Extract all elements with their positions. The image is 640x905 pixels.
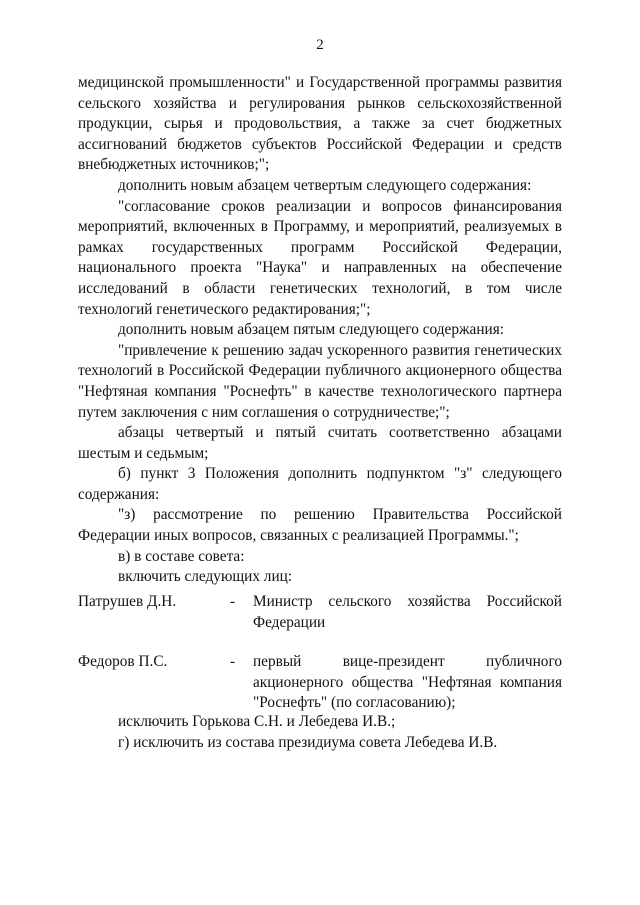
person-role: Министр сельского хозяйства Российской Федерации bbox=[253, 593, 562, 631]
paragraph-quote-rosneft: "привлечение к решению задач ускоренного развития генетических технологий в Российской Федерации публичного акционерного общества "Нефтяная компания "Роснефть" в качестве технологического партнера путем заключения с ним соглашения о сотрудничестве;"; bbox=[78, 341, 562, 421]
person-entry bbox=[78, 592, 562, 633]
paragraph-item-v: в) в составе совета: bbox=[118, 547, 245, 565]
paragraph-quote-coordination: "согласование сроков реализации и вопросов финансирования мероприятий, включенных в Программу, и мероприятий, реализуемых в рамках государственных программ Российской Федерации, национального проекта "Наука" и направленных на обеспечение исследований в области генетических технологий, в том числе технологий генетического редактирования;"; bbox=[78, 197, 562, 318]
person-dash: - bbox=[230, 653, 236, 671]
person-role: первый вице-президент публичного акционерного общества "Нефтяная компания "Роснефть" (по согласованию); bbox=[253, 653, 562, 712]
page-number: 2 bbox=[316, 37, 324, 53]
closing-block bbox=[78, 712, 562, 753]
paragraph-include-persons: включить следующих лиц: bbox=[118, 568, 293, 586]
persons-list bbox=[78, 592, 562, 714]
paragraph-item-b: б) пункт 3 Положения дополнить подпунктом "з" следующего содержания: bbox=[78, 465, 562, 503]
person-name: Федоров П.С. bbox=[78, 653, 168, 671]
paragraph-add-fifth: дополнить новым абзацем пятым следующего содержания: bbox=[118, 321, 505, 339]
paragraph-item-g: г) исключить из состава президиума совета Лебедева И.В. bbox=[118, 733, 498, 751]
paragraph-renumber: абзацы четвертый и пятый считать соответственно абзацами шестым и седьмым; bbox=[78, 424, 562, 462]
person-dash: - bbox=[230, 593, 236, 610]
paragraph-continuation: медицинской промышленности" и Государственной программы развития сельского хозяйства и регулирования рынков сельскохозяйственной продукции, сырья и продовольствия, а также за счет бюджетных ассигнований бюджетов субъектов Российской Федерации и средств внебюджетных источников;"; bbox=[78, 74, 562, 174]
paragraph-quote-z: "з) рассмотрение по решению Правительства Российской Федерации иных вопросов, связанных с реализацией Программы."; bbox=[78, 506, 562, 545]
paragraph-exclude: исключить Горькова С.Н. и Лебедева И.В.; bbox=[118, 713, 396, 730]
document-body bbox=[78, 73, 562, 588]
paragraph-add-fourth: дополнить новым абзацем четвертым следующего содержания: bbox=[118, 176, 532, 194]
person-name: Патрушев Д.Н. bbox=[78, 593, 177, 610]
person-entry bbox=[78, 652, 562, 714]
